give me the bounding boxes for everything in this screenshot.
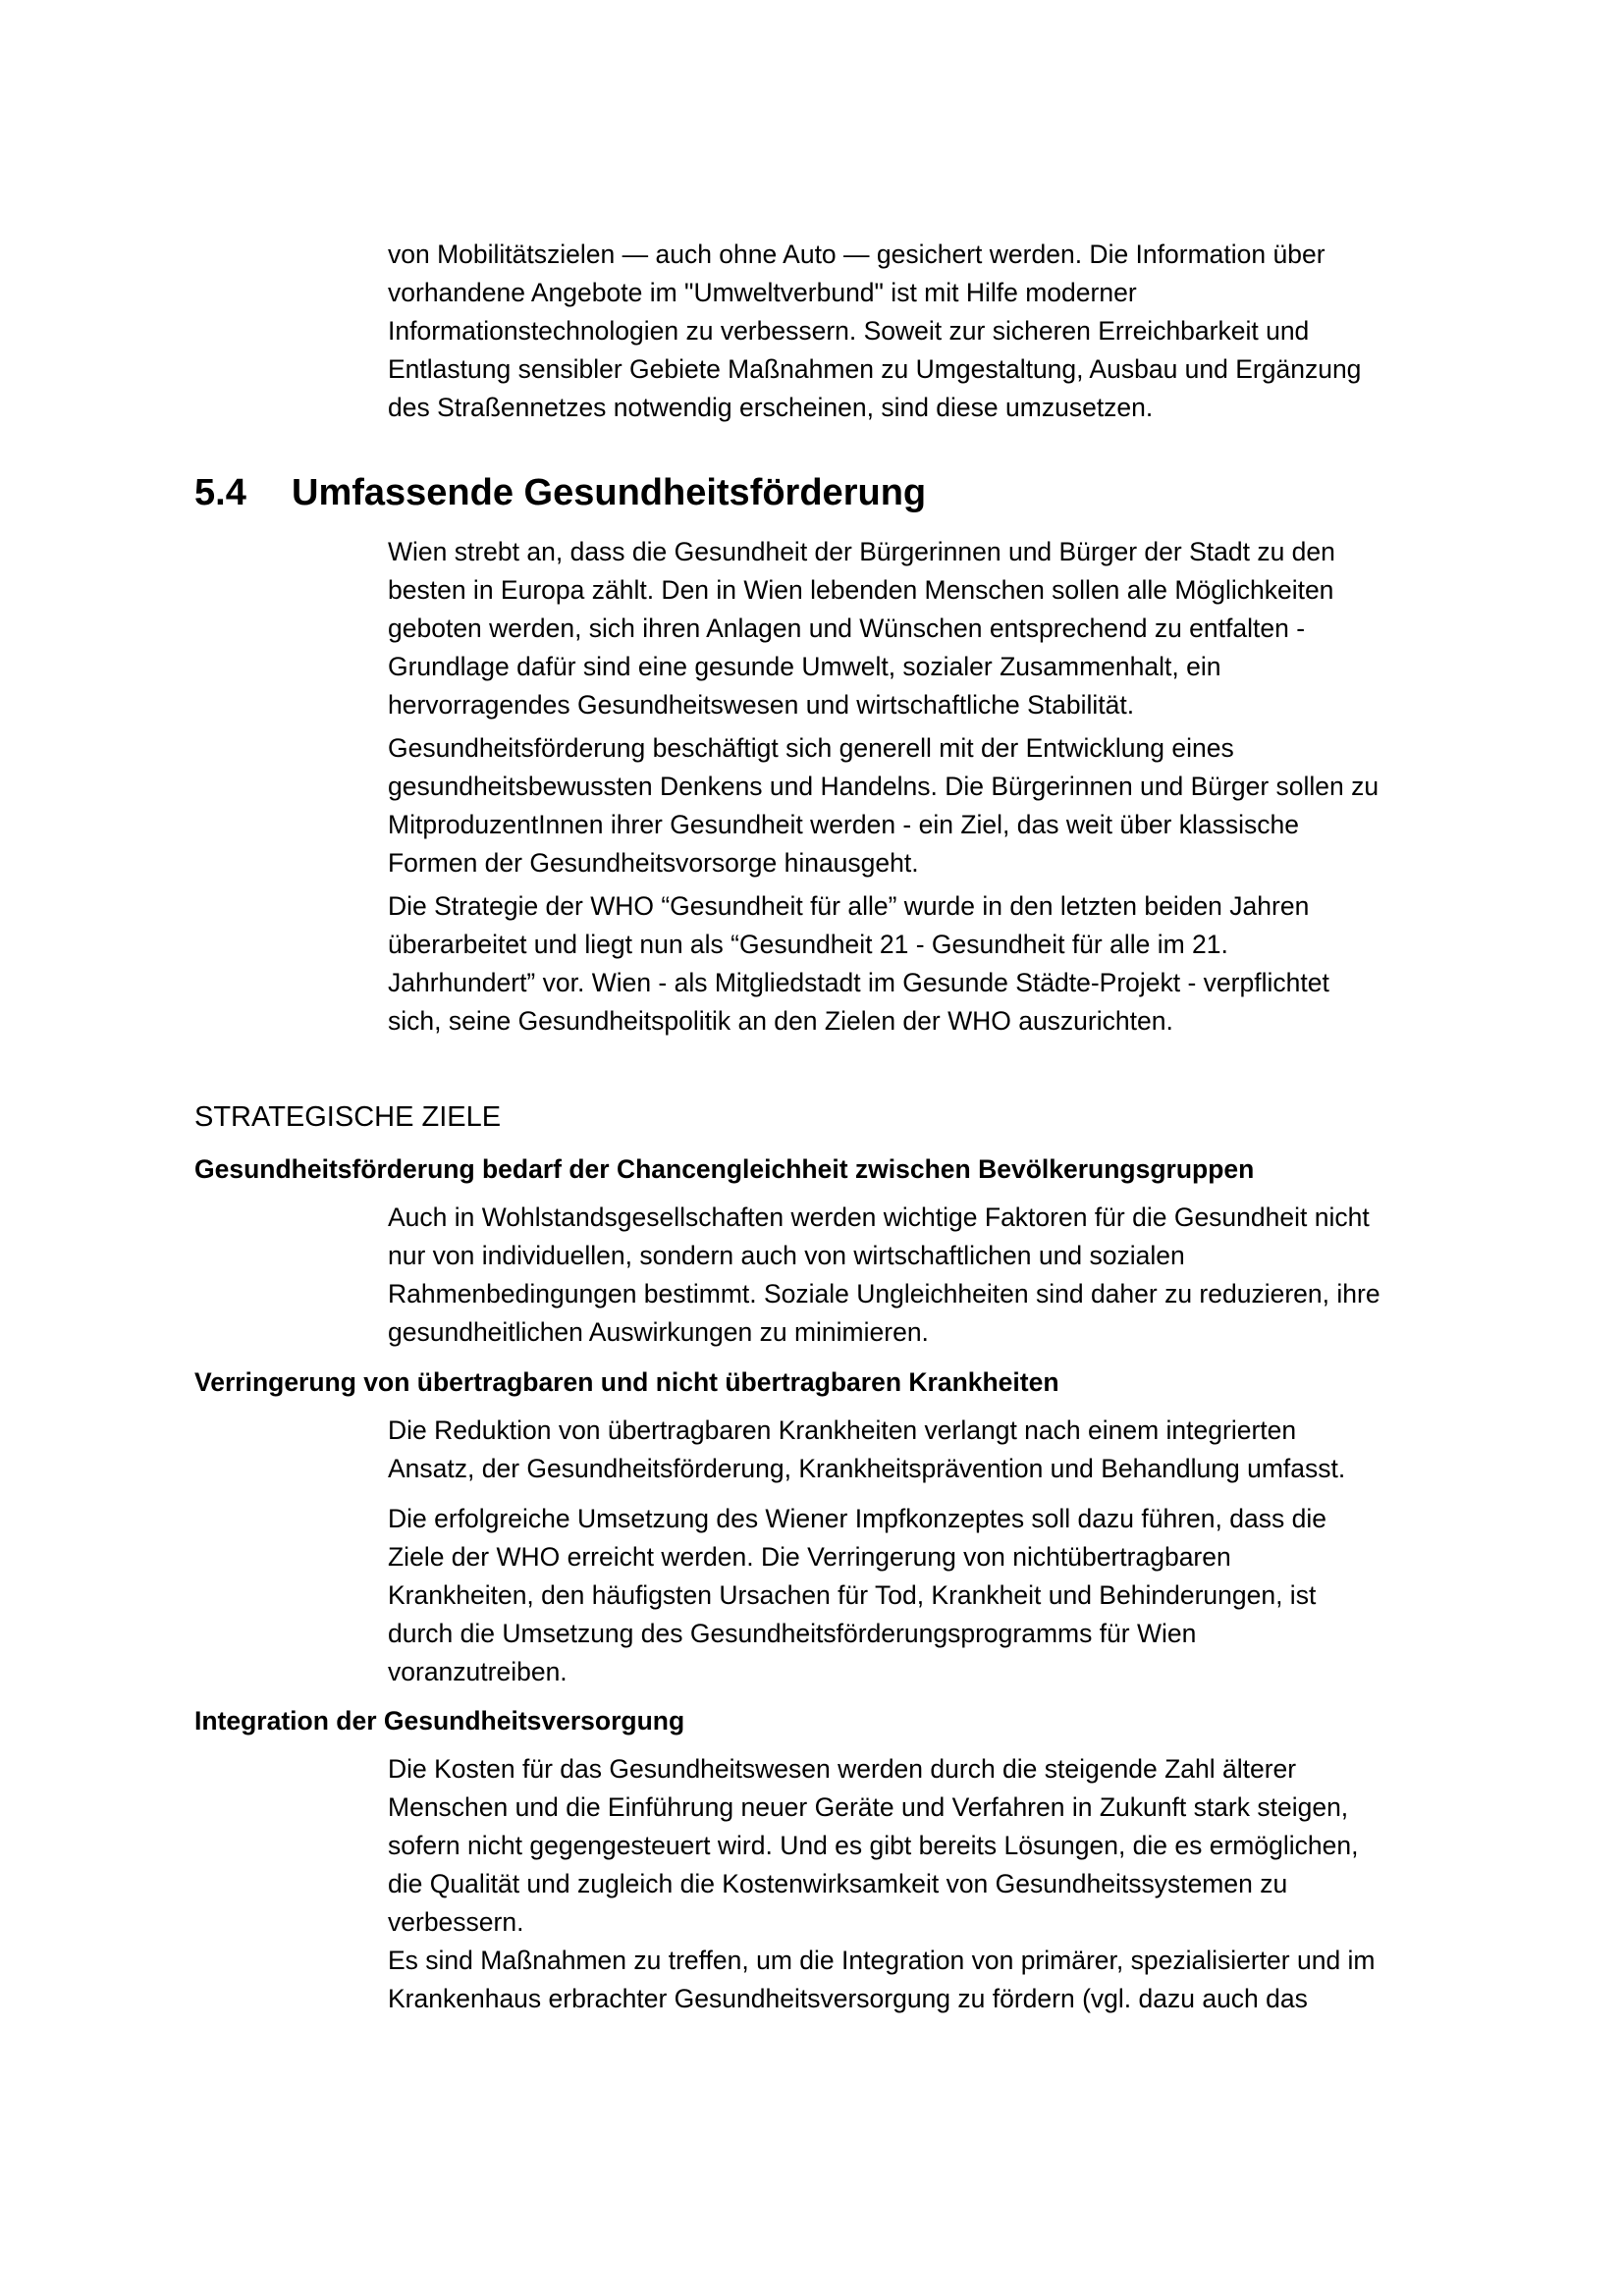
intro-paragraph: von Mobilitätszielen — auch ohne Auto — gesichert werden. Die Information über vorhandene Angebote im "Umweltverbund" ist mit Hilfe moderner Informationstechnologien zu verbessern. Soweit zur sicheren Erreichbarkeit und Entlastung sensibler Gebiete Maßnahmen zu Umgestaltung, Ausbau und Ergänzung des Straßennetzes notwendig erscheinen, sind diese umzusetzen.	[388, 240, 1362, 422]
goal-3-paragraph-1: Die Kosten für das Gesundheitswesen werden durch die steigende Zahl älterer Menschen und die Einführung neuer Geräte und Verfahren in Zukunft stark steigen, sofern nicht gegengesteuert wird. Und es gibt bereits Lösungen, die es ermöglichen, die Qualität und zugleich die Kostenwirksamkeit von Gesundheitssystemen zu verbessern. Es sind Maßnahmen zu treffen, um die Integration von primärer, spezialisierter und im Krankenhaus erbrachter Gesundheitsversorgung zu fördern (vgl. dazu auch das	[388, 1754, 1376, 2013]
goal-1-title: Gesundheitsförderung bedarf der Chancengleichheit zwischen Bevölkerungsgruppen	[194, 1154, 1255, 1184]
section-title: Umfassende Gesundheitsförderung	[292, 472, 927, 513]
goal-2-title: Verringerung von übertragbaren und nicht übertragbaren Krankheiten	[194, 1367, 1059, 1397]
section-paragraph-2: Gesundheitsförderung beschäftigt sich generell mit der Entwicklung eines gesundheitsbewussten Denkens und Handelns. Die Bürgerinnen und Bürger sollen zu MitproduzentInnen ihrer Gesundheit werden - ein Ziel, das weit über klassische Formen der Gesundheitsvorsorge hinausgeht.	[388, 733, 1380, 878]
section-heading	[194, 465, 926, 520]
strategic-goals-heading: STRATEGISCHE ZIELE	[194, 1101, 502, 1133]
goal-2-paragraph-1: Die Reduktion von übertragbaren Krankheiten verlangt nach einem integrierten Ansatz, der Gesundheitsförderung, Krankheitsprävention und Behandlung umfasst.	[388, 1415, 1346, 1483]
goal-2-paragraph-2: Die erfolgreiche Umsetzung des Wiener Impfkonzeptes soll dazu führen, dass die Ziele der WHO erreicht werden. Die Verringerung von nichtübertragbaren Krankheiten, den häufigsten Ursachen für Tod, Krankheit und Behinderungen, ist durch die Umsetzung des Gesundheitsförderungsprogramms für Wien voranzutreiben.	[388, 1504, 1326, 1686]
section-number: 5.4	[194, 472, 246, 513]
goal-1-paragraph-1: Auch in Wohlstandsgesellschaften werden wichtige Faktoren für die Gesundheit nicht nur von individuellen, sondern auch von wirtschaftlichen und sozialen Rahmenbedingungen bestimmt. Soziale Ungleichheiten sind daher zu reduzieren, ihre gesundheitlichen Auswirkungen zu minimieren.	[388, 1202, 1380, 1347]
section-paragraph-1: Wien strebt an, dass die Gesundheit der Bürgerinnen und Bürger der Stadt zu den besten in Europa zählt. Den in Wien lebenden Menschen sollen alle Möglichkeiten geboten werden, sich ihren Anlagen und Wünschen entsprechend zu entfalten - Grundlage dafür sind eine gesunde Umwelt, sozialer Zusammenhalt, ein hervorragendes Gesundheitswesen und wirtschaftliche Stabilität.	[388, 537, 1335, 720]
goal-3-title: Integration der Gesundheitsversorgung	[194, 1706, 685, 1735]
section-paragraph-3: Die Strategie der WHO “Gesundheit für alle” wurde in den letzten beiden Jahren überarbeitet und liegt nun als “Gesundheit 21 - Gesundheit für alle im 21. Jahrhundert” vor. Wien - als Mitgliedstadt im Gesunde Städte-Projekt - verpflichtet sich, seine Gesundheitspolitik an den Zielen der WHO auszurichten.	[388, 891, 1329, 1036]
